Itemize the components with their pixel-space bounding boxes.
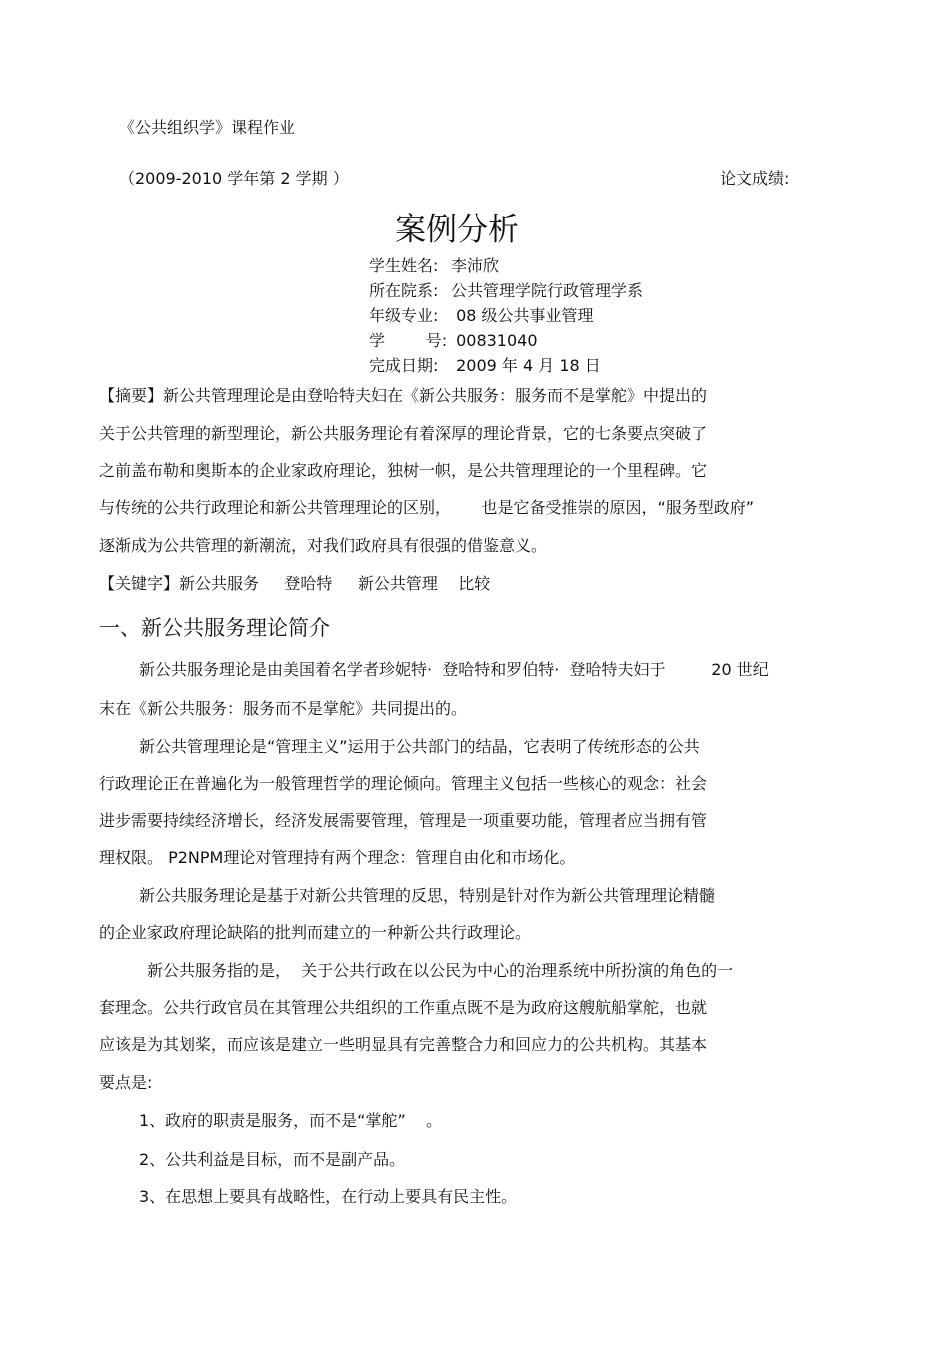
course-title: 《公共组织学》课程作业: [119, 118, 296, 137]
section-heading: 一、新公共服务理论简介: [99, 616, 330, 640]
abstract-line: 【摘要】新公共管理理论是由登哈特夫妇在《新公共服务：服务而不是掌舵》中提出的: [99, 386, 708, 405]
body-line: 行政理论正在普遍化为一般管理哲学的理论倾向。管理主义包括一些核心的观念：社会: [99, 774, 708, 793]
info-row: [369, 330, 538, 352]
body-line: 要点是:: [99, 1073, 153, 1092]
info-label: 所在院系:: [369, 281, 439, 300]
info-label: 学生姓名:: [369, 256, 439, 275]
info-row: [369, 255, 499, 277]
body-line: 进步需要持续经济增长，经济发展需要管理，管理是一项重要功能，管理者应当拥有管: [99, 811, 708, 830]
abstract-line: 之前盖布勒和奥斯本的企业家政府理论，独树一帜，是公共管理理论的一个里程碑。它: [99, 461, 708, 480]
body-line: 新公共管理理论是“管理主义”运用于公共部门的结晶，它表明了传统形态的公共: [139, 737, 700, 756]
abstract-line: 关于公共管理的新型理论，新公共服务理论有着深厚的理论背景，它的七条要点突破了: [99, 424, 708, 443]
info-value: 00831040: [451, 331, 538, 350]
list-item: 2、公共利益是目标，而不是副产品。: [139, 1150, 406, 1169]
info-value: 2009 年 4 月 18 日: [451, 356, 601, 375]
info-row: [369, 280, 643, 302]
info-row: [369, 355, 601, 377]
body-line: 应该是为其划桨，而应该是建立一些明显具有完善整合力和回应力的公共机构。其基本: [99, 1035, 708, 1054]
body-line: 末在《新公共服务：服务而不是掌舵》共同提出的。: [99, 699, 468, 718]
paper-title: 案例分析: [395, 212, 519, 248]
grade-label: 论文成绩:: [720, 169, 790, 188]
body-line: 套理念。公共行政官员在其管理公共组织的工作重点既不是为政府这艘航船掌舵，也就: [99, 998, 708, 1017]
info-row: [369, 305, 594, 327]
info-value: 公共管理学院行政管理学系: [451, 281, 644, 300]
info-value: 08 级公共事业管理: [451, 306, 594, 325]
body-line: 的企业家政府理论缺陷的批判而建立的一种新公共行政理论。: [99, 923, 532, 942]
body-line: 新公共服务理论是基于对新公共管理的反思，特别是针对作为新公共管理理论精髓: [139, 886, 716, 905]
info-label: 完成日期:: [369, 356, 439, 375]
info-value: 李沛欣: [451, 256, 500, 275]
list-item: 3、在思想上要具有战略性，在行动上要具有民主性。: [139, 1187, 518, 1206]
info-label: 学 号:: [369, 331, 448, 350]
body-line: 新公共服务指的是， 关于公共行政在以公民为中心的治理系统中所扮演的角色的一: [147, 961, 734, 980]
abstract-line: 逐渐成为公共管理的新潮流，对我们政府具有很强的借鉴意义。: [99, 536, 548, 555]
body-line: 理权限。 P2NPM理论对管理持有两个理念：管理自由化和市场化。: [99, 848, 576, 867]
body-line: 新公共服务理论是由美国着名学者珍妮特· 登哈特和罗伯特· 登哈特夫妇于 20 世纪: [139, 660, 769, 679]
keywords-line: 【关键字】新公共服务 登哈特 新公共管理 比较: [99, 574, 491, 593]
abstract-line: 与传统的公共行政理论和新公共管理理论的区别， 也是它备受推崇的原因，“服务型政府”: [99, 498, 755, 517]
list-item: 1、政府的职责是服务，而不是“掌舵” 。: [139, 1111, 443, 1130]
term-info: （2009-2010 学年第 2 学期 ）: [119, 169, 349, 188]
info-label: 年级专业:: [369, 306, 439, 325]
